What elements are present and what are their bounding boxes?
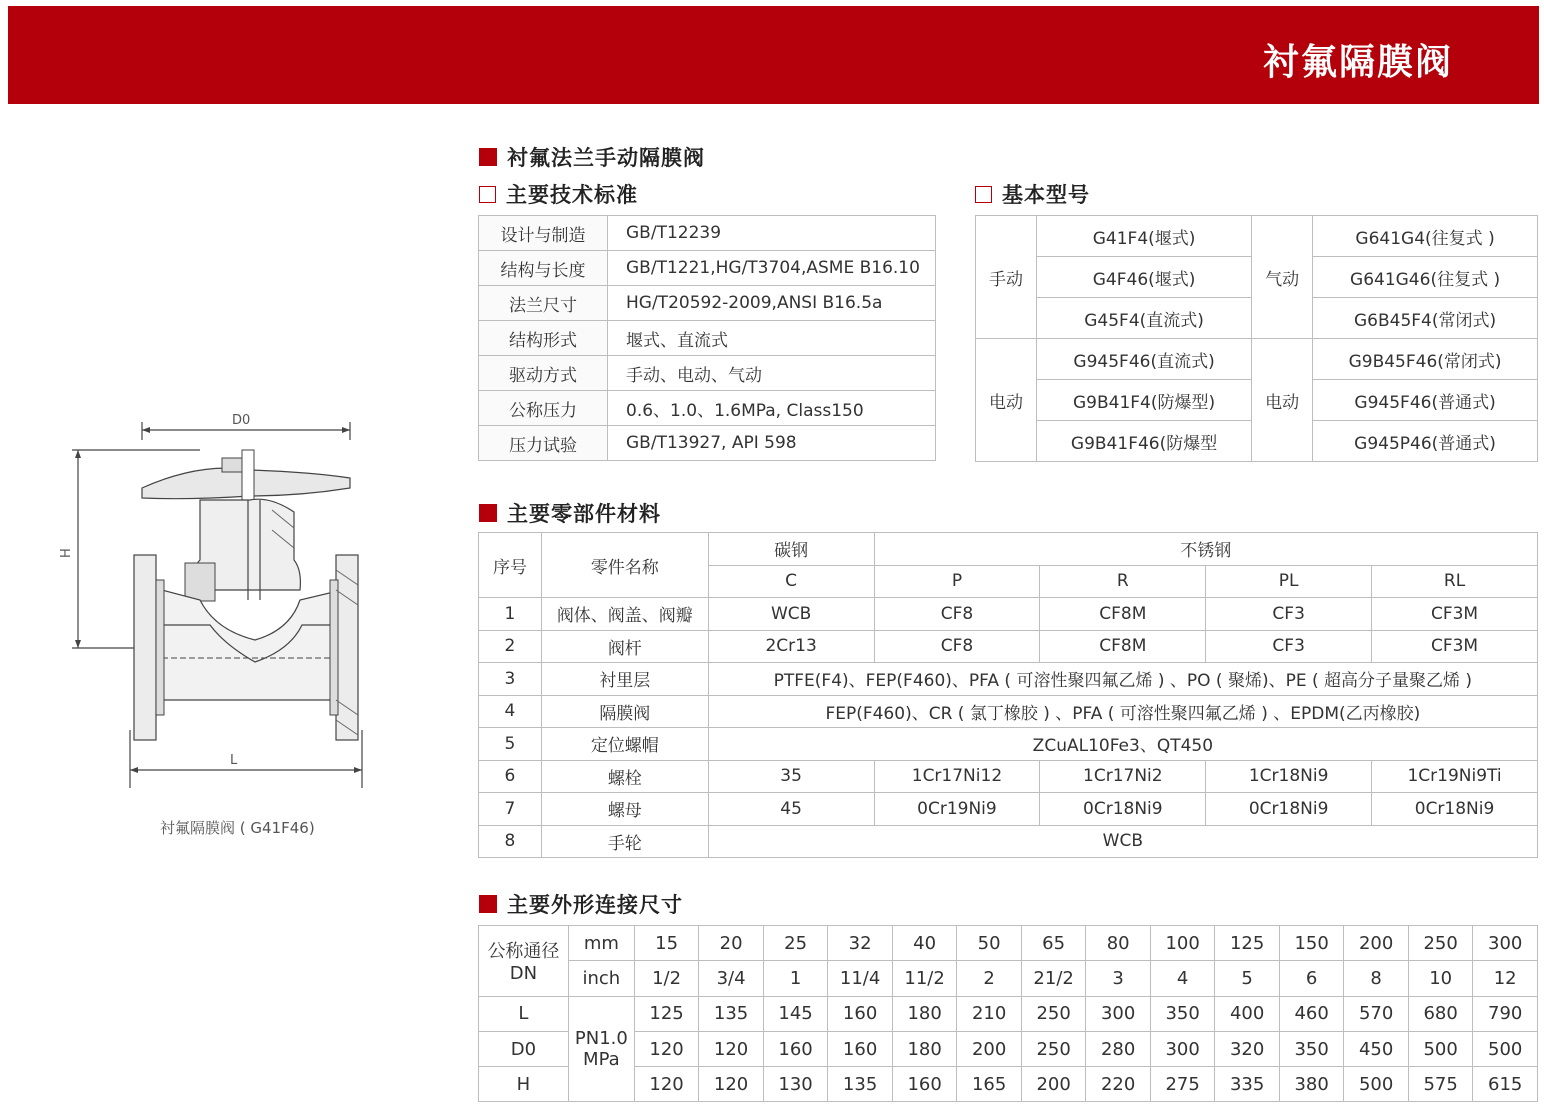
dn-inch-cell: 10 — [1408, 961, 1473, 996]
dimension-cell: 575 — [1408, 1067, 1473, 1102]
row-number: 6 — [479, 760, 542, 793]
table-row — [479, 926, 1538, 961]
dn-mm-cell: 300 — [1473, 926, 1538, 961]
dimension-cell: 165 — [957, 1067, 1022, 1102]
dimension-cell: 120 — [699, 1067, 764, 1102]
material-spanning: WCB — [708, 825, 1537, 858]
material-cell: 1Cr19Ni9Ti — [1372, 760, 1538, 793]
dim-h-label: H — [59, 548, 74, 558]
dimension-cell: 180 — [892, 1031, 957, 1066]
material-cell: CF3 — [1206, 630, 1372, 663]
dimension-cell: 280 — [1086, 1031, 1151, 1066]
dimension-cell: 145 — [763, 996, 828, 1031]
bullet-square-icon — [479, 895, 497, 913]
standard-value: 手动、电动、气动 — [608, 356, 936, 391]
dimension-cell: 160 — [828, 996, 893, 1031]
model-name: G4F46(堰式) — [1037, 257, 1252, 298]
pressure-label: PN1.0 MPa — [568, 996, 634, 1102]
dimension-cell: 250 — [1021, 996, 1086, 1031]
bullet-square-outline-icon — [975, 186, 992, 203]
header-banner — [8, 6, 1539, 104]
valve-drawing — [50, 400, 390, 800]
dn-mm-cell: 50 — [957, 926, 1022, 961]
standard-value: HG/T20592-2009,ANSI B16.5a — [608, 286, 936, 321]
standard-key: 结构形式 — [479, 321, 608, 356]
page-title: 衬氟隔膜阀 — [1262, 42, 1453, 83]
material-cell: CF8M — [1040, 630, 1206, 663]
table-row — [479, 663, 1538, 696]
material-cell: CF3M — [1372, 598, 1538, 631]
table-row — [479, 825, 1538, 858]
model-name: G641G46(往复式 ) — [1313, 257, 1538, 298]
standard-value: GB/T13927, API 598 — [608, 426, 936, 461]
header-carbon-steel: 碳钢 — [708, 533, 874, 566]
material-cell: 1Cr17Ni12 — [874, 760, 1040, 793]
dimension-cell: 400 — [1215, 996, 1280, 1031]
dimension-cell: 380 — [1279, 1067, 1344, 1102]
bullet-square-outline-icon — [479, 186, 496, 203]
dimension-cell: 570 — [1344, 996, 1409, 1031]
dimension-cell: 120 — [634, 1067, 699, 1102]
standard-value: 0.6、1.0、1.6MPa, Class150 — [608, 391, 936, 426]
dn-inch-cell: 1 — [763, 961, 828, 996]
dimension-cell: 135 — [699, 996, 764, 1031]
model-name: G945F46(直流式) — [1037, 339, 1252, 380]
header-stainless-steel: 不锈钢 — [874, 533, 1537, 566]
dn-mm-cell: 25 — [763, 926, 828, 961]
dn-mm-cell: 32 — [828, 926, 893, 961]
row-number: 3 — [479, 663, 542, 696]
dn-label: 公称通径 DN — [479, 926, 569, 997]
table-row — [479, 356, 936, 391]
table-row — [479, 216, 936, 251]
dn-mm-cell: 250 — [1408, 926, 1473, 961]
standard-key: 结构与长度 — [479, 251, 608, 286]
part-name: 螺母 — [541, 793, 708, 826]
dn-inch-cell: 8 — [1344, 961, 1409, 996]
dimension-cell: 275 — [1150, 1067, 1215, 1102]
table-row — [976, 339, 1538, 380]
material-cell: CF8 — [874, 630, 1040, 663]
bullet-square-icon — [479, 148, 497, 166]
row-number: 2 — [479, 630, 542, 663]
material-cell: 0Cr19Ni9 — [874, 793, 1040, 826]
product-heading: 衬氟法兰手动隔膜阀 — [479, 142, 705, 172]
header-grade-pl: PL — [1206, 565, 1372, 598]
material-cell: 2Cr13 — [708, 630, 874, 663]
header-no: 序号 — [479, 533, 542, 598]
tech-standards-heading: 主要技术标准 — [479, 179, 638, 209]
table-row — [479, 695, 1538, 728]
basic-models-table — [975, 215, 1538, 462]
model-name: G9B45F46(常闭式) — [1313, 339, 1538, 380]
dn-mm-cell: 65 — [1021, 926, 1086, 961]
header-grade-c: C — [708, 565, 874, 598]
dimension-cell: 300 — [1150, 1031, 1215, 1066]
model-group: 气动 — [1252, 216, 1313, 339]
material-cell: CF3 — [1206, 598, 1372, 631]
model-group: 电动 — [1252, 339, 1313, 462]
model-name: G641G4(往复式 ) — [1313, 216, 1538, 257]
dimension-cell: 500 — [1473, 1031, 1538, 1066]
row-number: 7 — [479, 793, 542, 826]
dimension-cell: 120 — [634, 1031, 699, 1066]
dimension-cell: 350 — [1279, 1031, 1344, 1066]
basic-models-heading: 基本型号 — [975, 179, 1090, 209]
standard-key: 驱动方式 — [479, 356, 608, 391]
dimension-cell: 500 — [1344, 1067, 1409, 1102]
dn-mm-cell: 100 — [1150, 926, 1215, 961]
table-row — [479, 598, 1538, 631]
material-cell: CF3M — [1372, 630, 1538, 663]
dn-inch-cell: 4 — [1150, 961, 1215, 996]
standard-value: 堰式、直流式 — [608, 321, 936, 356]
part-name: 螺栓 — [541, 760, 708, 793]
material-cell: 0Cr18Ni9 — [1372, 793, 1538, 826]
dimension-cell: 135 — [828, 1067, 893, 1102]
part-name: 隔膜阀 — [541, 695, 708, 728]
table-row — [479, 760, 1538, 793]
header-part-name: 零件名称 — [541, 533, 708, 598]
material-cell: 0Cr18Ni9 — [1206, 793, 1372, 826]
dn-inch-cell: 3 — [1086, 961, 1151, 996]
dn-mm-cell: 150 — [1279, 926, 1344, 961]
dimension-cell: 125 — [634, 996, 699, 1031]
material-cell: 1Cr17Ni2 — [1040, 760, 1206, 793]
dn-mm-cell: 15 — [634, 926, 699, 961]
table-row — [479, 630, 1538, 663]
model-name: G6B45F4(常闭式) — [1313, 298, 1538, 339]
standard-value: GB/T12239 — [608, 216, 936, 251]
dimension-cell: 500 — [1408, 1031, 1473, 1066]
dn-inch-cell: 5 — [1215, 961, 1280, 996]
table-row — [479, 286, 936, 321]
dimension-cell: 250 — [1021, 1031, 1086, 1066]
model-name: G9B41F4(防爆型) — [1037, 380, 1252, 421]
dimension-label: H — [479, 1067, 569, 1102]
dimension-cell: 200 — [957, 1031, 1022, 1066]
row-number: 5 — [479, 728, 542, 761]
dimension-cell: 615 — [1473, 1067, 1538, 1102]
table-row — [479, 793, 1538, 826]
dimension-cell: 160 — [892, 1067, 957, 1102]
material-cell: WCB — [708, 598, 874, 631]
dn-mm-cell: 125 — [1215, 926, 1280, 961]
model-name: G41F4(堰式) — [1037, 216, 1252, 257]
dimension-cell: 200 — [1021, 1067, 1086, 1102]
dimension-cell: 680 — [1408, 996, 1473, 1031]
part-name: 阀杆 — [541, 630, 708, 663]
material-spanning: FEP(F460)、CR ( 氯丁橡胶 ) 、PFA ( 可溶性聚四氟乙烯 ) 、EPDM(乙丙橡胶) — [708, 695, 1537, 728]
standard-key: 压力试验 — [479, 426, 608, 461]
dimension-cell: 450 — [1344, 1031, 1409, 1066]
drawing-caption: 衬氟隔膜阀 ( G41F46) — [160, 819, 315, 837]
dimension-cell: 300 — [1086, 996, 1151, 1031]
material-cell: 35 — [708, 760, 874, 793]
material-cell: CF8 — [874, 598, 1040, 631]
dimension-cell: 790 — [1473, 996, 1538, 1031]
dimension-cell: 130 — [763, 1067, 828, 1102]
dimension-label: D0 — [479, 1031, 569, 1066]
dimension-cell: 160 — [828, 1031, 893, 1066]
material-spanning: PTFE(F4)、FEP(F460)、PFA ( 可溶性聚四氟乙烯 ) 、PO ( 聚烯)、PE ( 超高分子量聚乙烯 ) — [708, 663, 1537, 696]
tech-standards-table — [478, 215, 936, 461]
part-name: 阀体、阀盖、阀瓣 — [541, 598, 708, 631]
material-cell: CF8M — [1040, 598, 1206, 631]
dn-inch-cell: 11/4 — [828, 961, 893, 996]
standard-key: 法兰尺寸 — [479, 286, 608, 321]
materials-heading: 主要零部件材料 — [479, 498, 661, 528]
row-number: 4 — [479, 695, 542, 728]
inch-label: inch — [568, 961, 634, 996]
material-spanning: ZCuAL10Fe3、QT450 — [708, 728, 1537, 761]
table-row — [479, 391, 936, 426]
part-name: 手轮 — [541, 825, 708, 858]
model-name: G9B41F46(防爆型 — [1037, 421, 1252, 462]
dimension-cell: 350 — [1150, 996, 1215, 1031]
header-grade-r: R — [1040, 565, 1206, 598]
material-cell: 1Cr18Ni9 — [1206, 760, 1372, 793]
row-number: 8 — [479, 825, 542, 858]
model-name: G945P46(普通式) — [1313, 421, 1538, 462]
dimension-cell: 220 — [1086, 1067, 1151, 1102]
dn-mm-cell: 20 — [699, 926, 764, 961]
dn-inch-cell: 21/2 — [1021, 961, 1086, 996]
table-row — [479, 961, 1538, 996]
materials-table — [478, 532, 1538, 858]
table-row — [479, 996, 1538, 1031]
dn-inch-cell: 1/2 — [634, 961, 699, 996]
table-row — [479, 1067, 1538, 1102]
dimension-cell: 180 — [892, 996, 957, 1031]
header-grade-rl: RL — [1372, 565, 1538, 598]
standard-key: 公称压力 — [479, 391, 608, 426]
dimension-cell: 335 — [1215, 1067, 1280, 1102]
header-grade-p: P — [874, 565, 1040, 598]
dn-inch-cell: 3/4 — [699, 961, 764, 996]
dimensions-table — [478, 925, 1538, 1102]
dimension-cell: 120 — [699, 1031, 764, 1066]
bullet-square-icon — [479, 504, 497, 522]
mm-label: mm — [568, 926, 634, 961]
dimension-cell: 320 — [1215, 1031, 1280, 1066]
left-flange-icon — [134, 555, 156, 740]
table-row — [479, 728, 1538, 761]
dimension-cell: 460 — [1279, 996, 1344, 1031]
dimension-label: L — [479, 996, 569, 1031]
dn-inch-cell: 6 — [1279, 961, 1344, 996]
dimension-cell: 160 — [763, 1031, 828, 1066]
table-row — [479, 251, 936, 286]
part-name: 衬里层 — [541, 663, 708, 696]
dn-mm-cell: 200 — [1344, 926, 1409, 961]
dim-d0-label: D0 — [232, 413, 251, 428]
standard-key: 设计与制造 — [479, 216, 608, 251]
model-group: 电动 — [976, 339, 1037, 462]
table-row — [976, 216, 1538, 257]
valve-body-icon — [162, 590, 342, 700]
dn-mm-cell: 80 — [1086, 926, 1151, 961]
model-name: G45F4(直流式) — [1037, 298, 1252, 339]
dn-mm-cell: 40 — [892, 926, 957, 961]
dimension-cell: 210 — [957, 996, 1022, 1031]
model-name: G945F46(普通式) — [1313, 380, 1538, 421]
standard-value: GB/T1221,HG/T3704,ASME B16.10 — [608, 251, 936, 286]
dn-inch-cell: 12 — [1473, 961, 1538, 996]
dimensions-heading: 主要外形连接尺寸 — [479, 889, 683, 919]
table-row — [479, 426, 936, 461]
dim-l-label: L — [230, 753, 238, 768]
table-row — [479, 321, 936, 356]
part-name: 定位螺帽 — [541, 728, 708, 761]
table-row — [479, 1031, 1538, 1066]
row-number: 1 — [479, 598, 542, 631]
dn-inch-cell: 11/2 — [892, 961, 957, 996]
material-cell: 0Cr18Ni9 — [1040, 793, 1206, 826]
model-group: 手动 — [976, 216, 1037, 339]
material-cell: 45 — [708, 793, 874, 826]
dn-inch-cell: 2 — [957, 961, 1022, 996]
